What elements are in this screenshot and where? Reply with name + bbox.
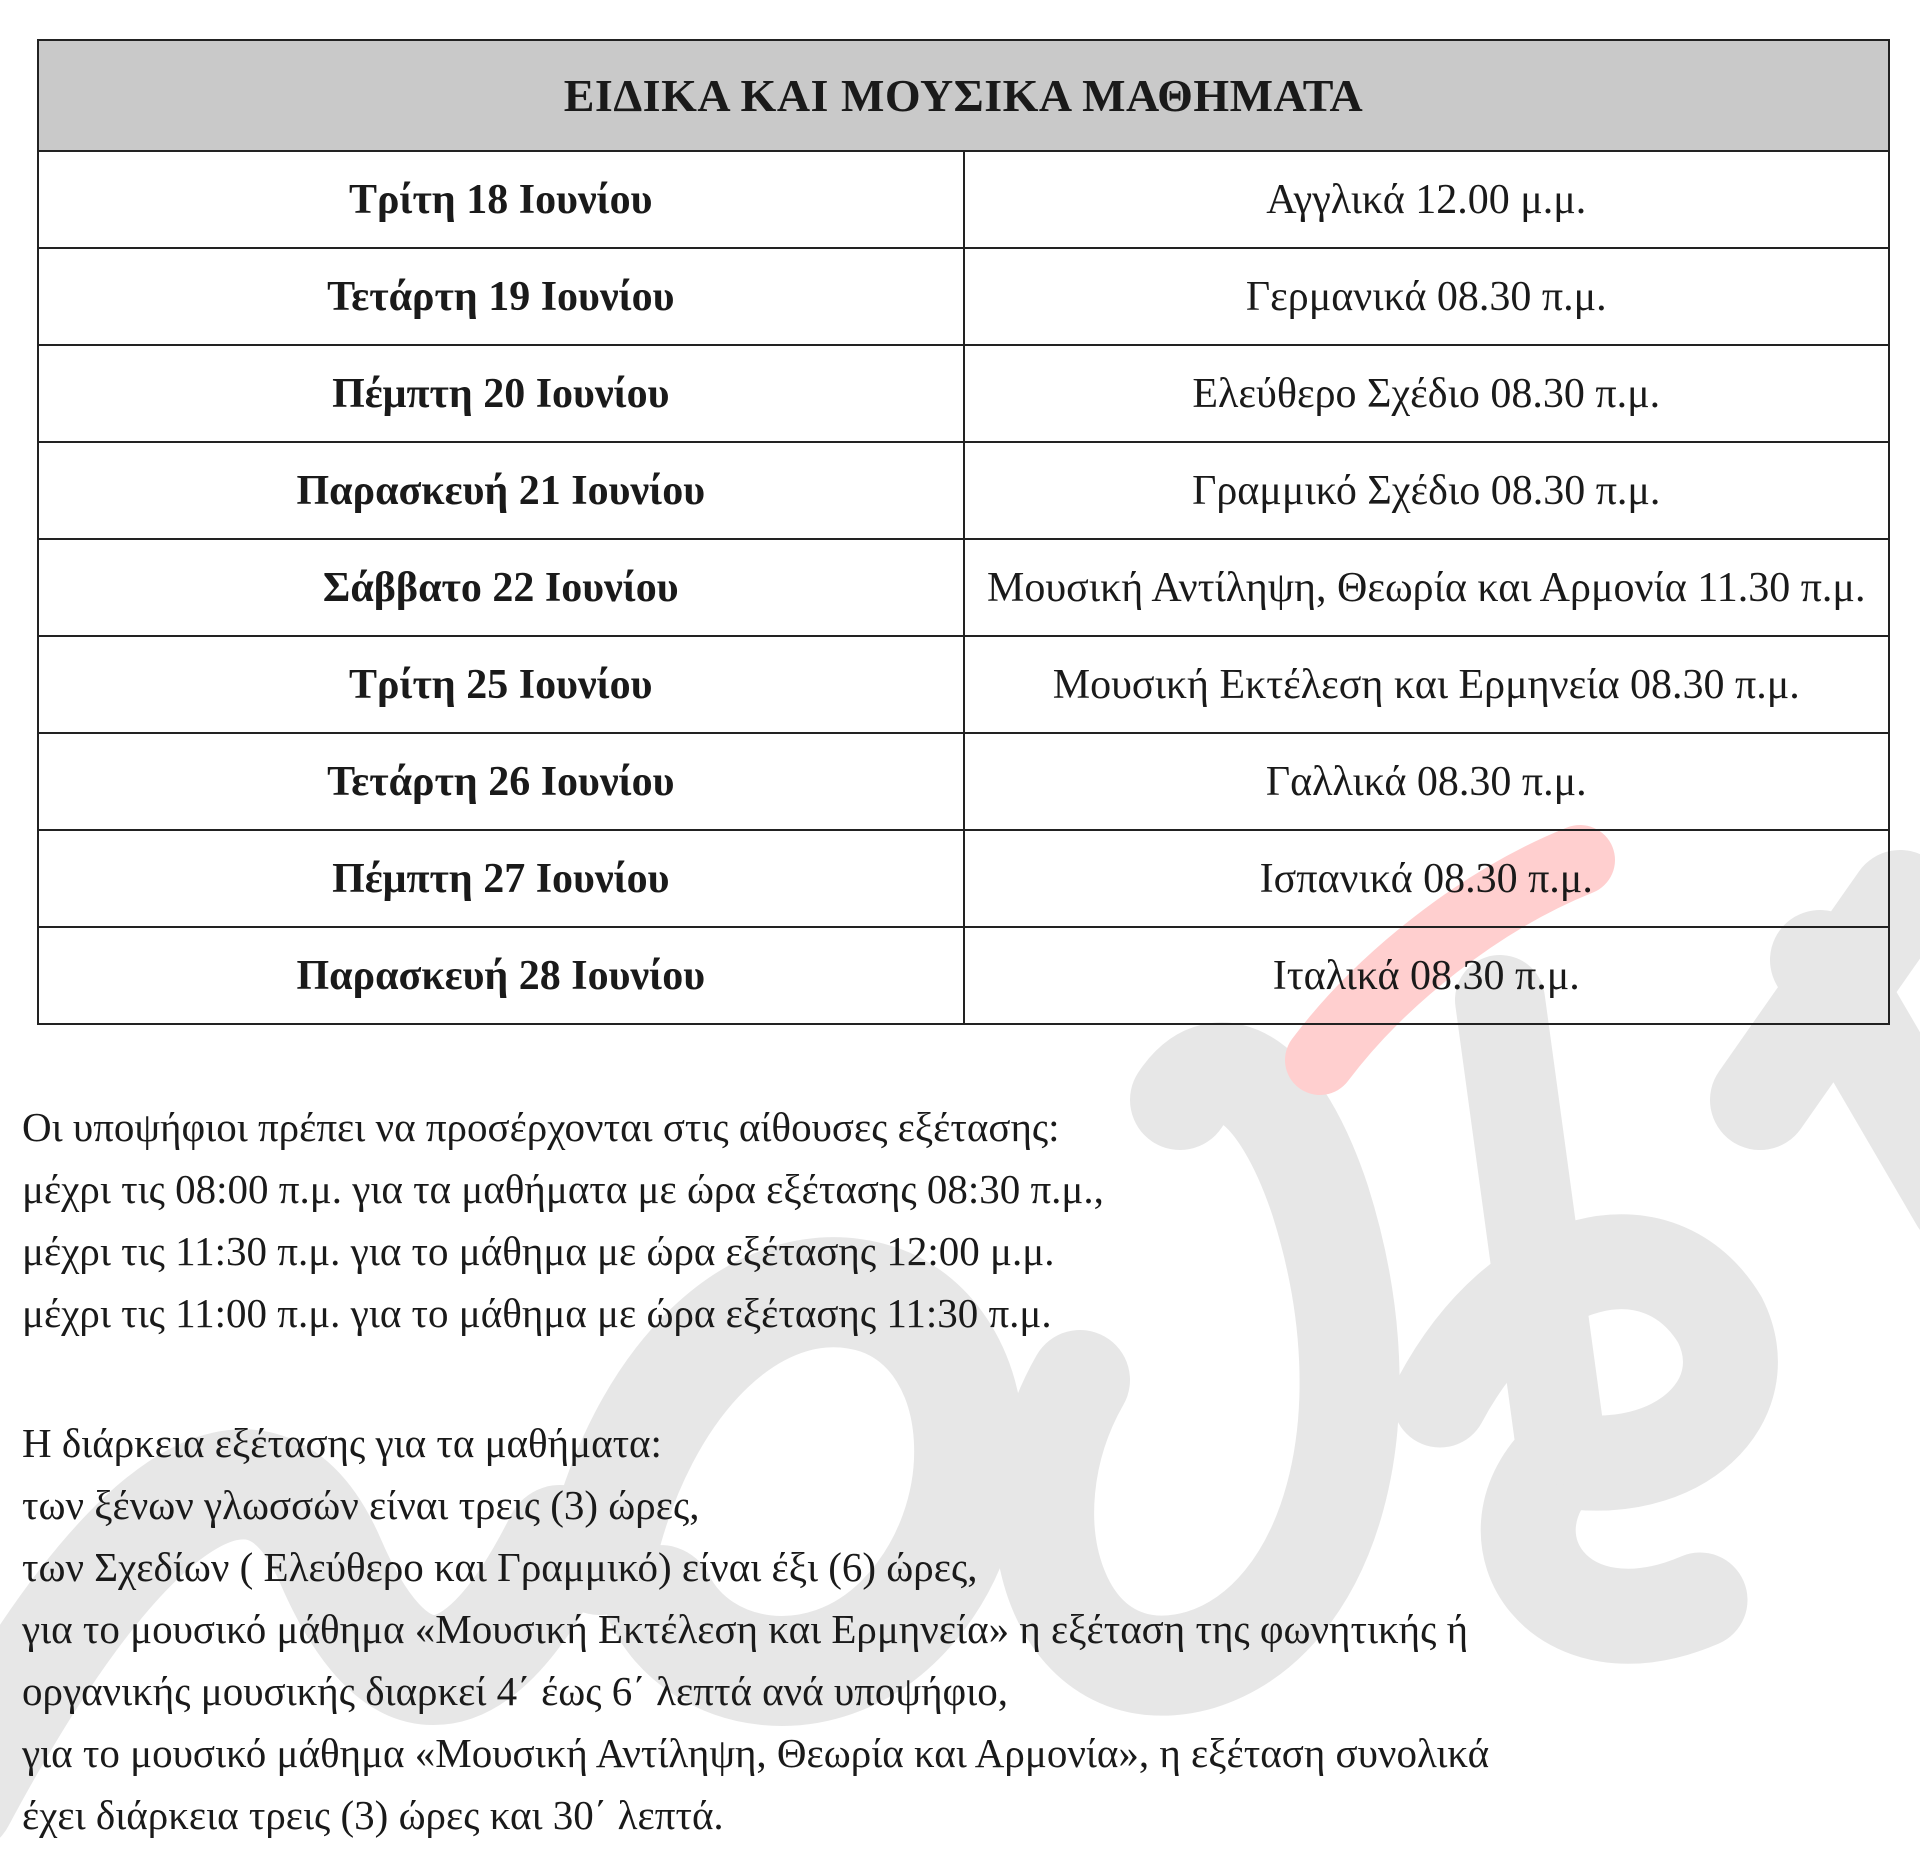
exam-day: Τετάρτη 26 Ιουνίου	[38, 733, 964, 830]
exam-subject: Αγγλικά 12.00 μ.μ.	[964, 151, 1890, 248]
exam-subject: Ιταλικά 08.30 π.μ.	[964, 927, 1890, 1024]
duration-line: των ξένων γλωσσών είναι τρεις (3) ώρες,	[22, 1482, 700, 1528]
table-row	[38, 539, 1889, 636]
exam-day: Τρίτη 25 Ιουνίου	[38, 636, 964, 733]
table-header-row	[38, 40, 1889, 151]
exam-day: Πέμπτη 27 Ιουνίου	[38, 830, 964, 927]
duration-line: έχει διάρκεια τρεις (3) ώρες και 30΄ λεπτά.	[22, 1792, 724, 1838]
arrival-intro: Οι υποψήφιοι πρέπει να προσέρχονται στις αίθουσες εξέτασης:	[22, 1104, 1060, 1150]
table-row	[38, 345, 1889, 442]
exam-day: Τρίτη 18 Ιουνίου	[38, 151, 964, 248]
exam-subject: Γαλλικά 08.30 π.μ.	[964, 733, 1890, 830]
duration-line: για το μουσικό μάθημα «Μουσική Αντίληψη, Θεωρία και Αρμονία», η εξέταση συνολικά	[22, 1730, 1490, 1776]
table-row	[38, 248, 1889, 345]
exam-subject: Γραμμικό Σχέδιο 08.30 π.μ.	[964, 442, 1890, 539]
exam-subject: Μουσική Εκτέλεση και Ερμηνεία 08.30 π.μ.	[964, 636, 1890, 733]
table-row	[38, 830, 1889, 927]
duration-intro: Η διάρκεια εξέτασης για τα μαθήματα:	[22, 1420, 662, 1466]
exam-schedule-table	[37, 39, 1890, 1025]
exam-subject: Ελεύθερο Σχέδιο 08.30 π.μ.	[964, 345, 1890, 442]
exam-day: Τετάρτη 19 Ιουνίου	[38, 248, 964, 345]
exam-day: Σάββατο 22 Ιουνίου	[38, 539, 964, 636]
table-row	[38, 442, 1889, 539]
exam-notes	[22, 1096, 1902, 1846]
table-row	[38, 151, 1889, 248]
duration-section	[22, 1412, 1902, 1846]
table-row	[38, 636, 1889, 733]
table-title: ΕΙΔΙΚΑ ΚΑΙ ΜΟΥΣΙΚΑ ΜΑΘΗΜΑΤΑ	[38, 40, 1889, 151]
exam-day: Παρασκευή 28 Ιουνίου	[38, 927, 964, 1024]
exam-subject: Μουσική Αντίληψη, Θεωρία και Αρμονία 11.30 π.μ.	[964, 539, 1890, 636]
duration-line: των Σχεδίων ( Ελεύθερο και Γραμμικό) είναι έξι (6) ώρες,	[22, 1544, 978, 1590]
table-row	[38, 927, 1889, 1024]
duration-line: για το μουσικό μάθημα «Μουσική Εκτέλεση και Ερμηνεία» η εξέταση της φωνητικής ή	[22, 1606, 1469, 1652]
exam-day: Παρασκευή 21 Ιουνίου	[38, 442, 964, 539]
table-row	[38, 733, 1889, 830]
arrival-line: μέχρι τις 08:00 π.μ. για τα μαθήματα με ώρα εξέτασης 08:30 π.μ.,	[22, 1166, 1104, 1212]
exam-subject: Γερμανικά 08.30 π.μ.	[964, 248, 1890, 345]
exam-day: Πέμπτη 20 Ιουνίου	[38, 345, 964, 442]
section-spacer	[22, 1344, 1902, 1412]
exam-subject: Ισπανικά 08.30 π.μ.	[964, 830, 1890, 927]
arrival-line: μέχρι τις 11:00 π.μ. για το μάθημα με ώρα εξέτασης 11:30 π.μ.	[22, 1290, 1052, 1336]
arrival-line: μέχρι τις 11:30 π.μ. για το μάθημα με ώρα εξέτασης 12:00 μ.μ.	[22, 1228, 1055, 1274]
arrival-section	[22, 1096, 1902, 1344]
duration-line: οργανικής μουσικής διαρκεί 4΄ έως 6΄ λεπτά ανά υποψήφιο,	[22, 1668, 1008, 1714]
